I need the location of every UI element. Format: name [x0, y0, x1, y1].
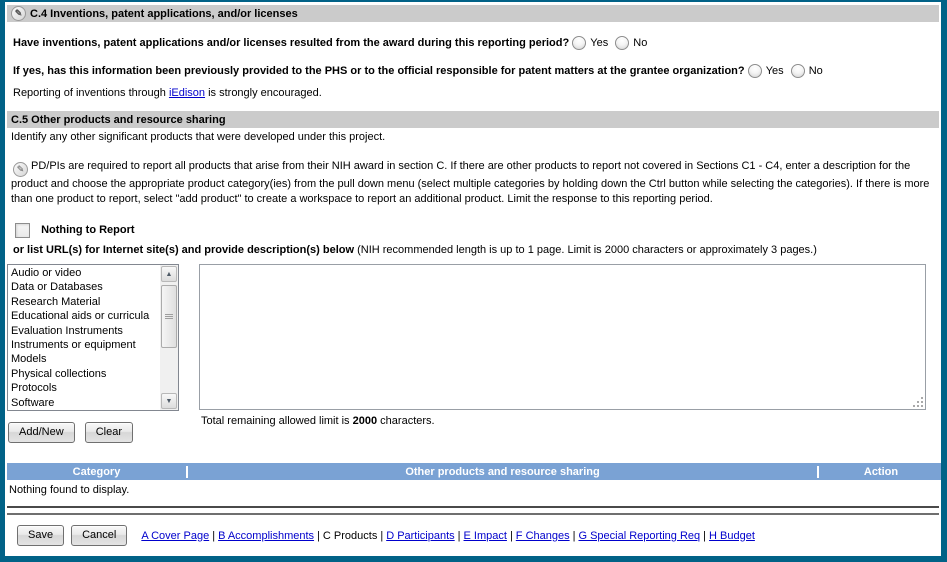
description-column	[199, 264, 939, 443]
products-table-header	[7, 463, 943, 480]
category-column	[7, 264, 189, 443]
column-header-other-products: Other products and resource sharing	[186, 466, 817, 478]
nav-separator: |	[457, 529, 461, 542]
save-button[interactable]: Save	[17, 525, 64, 546]
nav-separator: |	[317, 529, 320, 542]
scroll-down-icon: ▼	[165, 397, 173, 405]
products-table	[7, 463, 943, 496]
product-input-region	[7, 264, 939, 443]
footer-divider-bottom	[7, 513, 939, 515]
c4-q2-no-radio[interactable]	[791, 64, 805, 78]
category-option[interactable]: Research Material	[11, 295, 101, 308]
category-buttons	[8, 422, 189, 443]
nothing-to-report-row	[15, 223, 939, 238]
nav-link-special-reporting[interactable]: G Special Reporting Req	[578, 529, 701, 542]
nav-separator: |	[703, 529, 707, 542]
c4-q2-yes-label: Yes	[765, 64, 784, 77]
cancel-button[interactable]: Cancel	[71, 525, 127, 546]
char-limit-prefix: Total remaining allowed limit is	[201, 415, 350, 427]
scrollbar-thumb[interactable]	[161, 285, 177, 348]
column-header-action: Action	[817, 466, 943, 478]
c4-q1-yes-label: Yes	[590, 36, 609, 49]
scroll-up-button[interactable]	[161, 266, 177, 282]
scrollbar-grip-icon	[165, 314, 173, 319]
iedison-note-prefix: Reporting of inventions through	[13, 87, 166, 99]
resize-grip-icon[interactable]	[912, 396, 923, 407]
nav-current-products: C Products	[322, 529, 378, 542]
category-option[interactable]: Software	[11, 396, 55, 409]
category-option[interactable]: Evaluation Instruments	[11, 324, 123, 337]
c4-question2-text: If yes, has this information been previously provided to the PHS or to the official responsible for patent matters at the grantee organization?	[13, 64, 745, 77]
c4-q2-yes-radio[interactable]	[748, 64, 762, 78]
listbox-scrollbar[interactable]	[160, 265, 178, 410]
c5-instructions-text: PD/PIs are required to report all products that arise from their NIH award in section C. If there are other products to report not covered in Sections C1 - C4, enter a description for the product and choose the appropriate product category(ies) from the pull down menu (select multiple categories by holding down the Ctrl button while selecting the categories). If there is more than one product to report, select "add product" to create a workspace to report an additional product. Limit the response to this reporting period.	[11, 160, 930, 205]
nav-separator: |	[572, 529, 576, 542]
category-option[interactable]: Models	[11, 353, 47, 366]
category-listbox[interactable]	[7, 264, 179, 411]
add-new-button[interactable]: Add/New	[8, 422, 75, 443]
c4-q1-no-radio[interactable]	[615, 36, 629, 50]
c4-q1-no-label: No	[633, 36, 648, 49]
char-limit-suffix: characters.	[380, 415, 435, 427]
section-nav	[141, 530, 755, 542]
category-option[interactable]: Data or Databases	[11, 281, 103, 294]
c4-question2-row	[13, 64, 939, 78]
nav-separator: |	[509, 529, 513, 542]
nav-link-impact[interactable]: E Impact	[463, 529, 507, 542]
scroll-up-icon: ▲	[165, 270, 173, 278]
nothing-to-report-label: Nothing to Report	[41, 224, 135, 237]
c4-q1-yes-radio[interactable]	[572, 36, 586, 50]
c4-q2-no-label: No	[808, 64, 823, 77]
nothing-to-report-checkbox[interactable]	[15, 223, 30, 238]
nav-link-accomplishments[interactable]: B Accomplishments	[218, 529, 315, 542]
scrollbar-track[interactable]	[161, 282, 177, 393]
edit-pencil-icon	[11, 6, 26, 21]
nav-separator: |	[380, 529, 384, 542]
category-option[interactable]: Audio or video	[11, 267, 82, 279]
section-c4-title: C.4 Inventions, patent applications, and/or licenses	[30, 7, 298, 20]
nav-link-changes[interactable]: F Changes	[515, 529, 570, 542]
category-options	[8, 265, 160, 410]
category-option[interactable]: Physical collections	[11, 367, 107, 380]
c4-question1-text: Have inventions, patent applications and/or licenses resulted from the award during this reporting period?	[13, 36, 570, 49]
scroll-down-button[interactable]	[161, 393, 177, 409]
nav-separator: |	[212, 529, 216, 542]
category-option[interactable]: Educational aids or curricula	[11, 310, 150, 323]
section-header-c5	[7, 111, 939, 128]
table-empty-message: Nothing found to display.	[9, 484, 130, 496]
url-instruction-line	[13, 244, 939, 256]
iedison-note-suffix: is strongly encouraged.	[208, 87, 322, 99]
iedison-link[interactable]: iEdison	[168, 87, 206, 99]
c5-instructions	[11, 159, 945, 207]
section-header-c4	[7, 5, 939, 22]
url-instruction-normal: (NIH recommended length is up to 1 page. Limit is 2000 characters or approximately 3 pages.)	[357, 244, 817, 256]
nav-link-participants[interactable]: D Participants	[386, 529, 455, 542]
footer	[7, 506, 939, 556]
nav-link-budget[interactable]: H Budget	[709, 529, 755, 542]
category-option[interactable]: Protocols	[11, 382, 57, 395]
clear-button[interactable]: Clear	[85, 422, 133, 443]
char-limit-note	[201, 415, 939, 427]
c4-question1-row	[13, 36, 939, 50]
iedison-note	[13, 87, 939, 99]
url-instruction-bold: or list URL(s) for Internet site(s) and provide description(s) below	[13, 244, 355, 256]
edit-pencil-icon	[13, 162, 28, 177]
edit-pencil-glyph: ✎	[14, 8, 23, 18]
nav-link-cover-page[interactable]: A Cover Page	[141, 529, 210, 542]
description-textarea[interactable]	[199, 264, 926, 410]
column-header-category: Category	[72, 465, 121, 478]
char-limit-value: 2000	[352, 415, 378, 427]
category-option[interactable]: Instruments or equipment	[11, 338, 136, 351]
section-c5-title: C.5 Other products and resource sharing	[11, 113, 226, 126]
footer-divider-top	[7, 506, 939, 508]
edit-pencil-glyph: ✎	[16, 164, 25, 174]
description-textarea-wrap	[199, 264, 926, 410]
c5-identify-text: Identify any other significant products that were developed under this project.	[11, 131, 386, 143]
